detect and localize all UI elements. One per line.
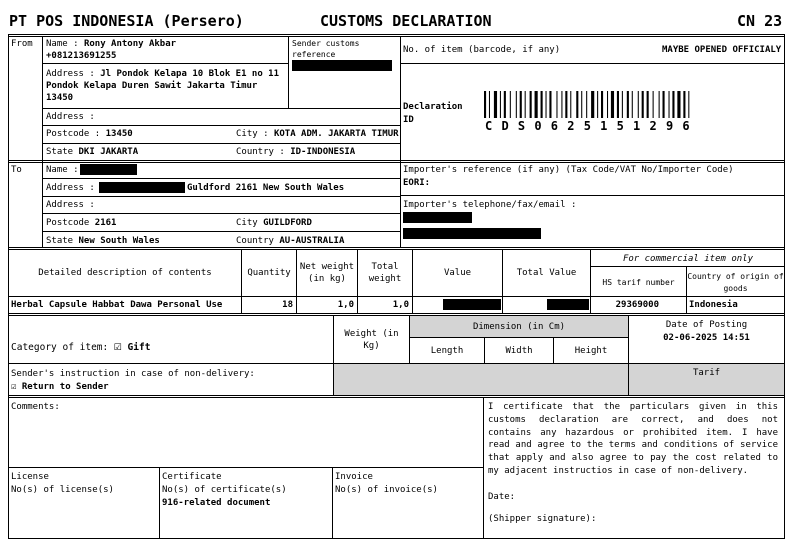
barcode-bar (581, 91, 582, 118)
importer-phone-redacted (403, 212, 472, 223)
row-total-weight[interactable]: 1,0 (392, 300, 409, 310)
item-number-label: No. of item (barcode, if any) (403, 45, 561, 55)
importer-reference-label: Importer's reference (if any) (Tax Code/VAT No/Importer Code) (403, 165, 734, 175)
barcode-bar (570, 91, 571, 118)
barcode-bar (535, 91, 538, 118)
commercial-header: For commercial item only (622, 254, 754, 264)
recipient-postcode[interactable]: 2161 (94, 218, 117, 228)
barcode-bar (611, 91, 614, 118)
sender-postcode[interactable]: 13450 (105, 129, 133, 139)
category-value: Gift (127, 342, 151, 353)
certification-text: I certificate that the particulars given in this customs declaration are correct, and does not contains any hazardous or prohibited item. I have read and agree to the terms and conditions of service that apply and also agree to pay the cost related to my adjacent instructios in case of non-delivery. (488, 402, 778, 476)
sender-phone[interactable]: +081213691255 (46, 51, 117, 61)
row-net-weight[interactable]: 1,0 (337, 300, 354, 310)
sender-address2-label: Address : (46, 112, 95, 122)
form-code: CN 23 (737, 12, 783, 30)
weight-dimension-value-area (334, 364, 628, 395)
barcode-bar (683, 91, 685, 118)
col-value: Value (443, 268, 472, 278)
col-net-weight: Net weight (in kg) (299, 262, 355, 284)
sender-postcode-row: Postcode : 13450 (46, 129, 133, 139)
recipient-address-label: Address : (46, 183, 95, 193)
license-sub: No(s) of license(s) (11, 485, 114, 495)
barcode-bar (647, 91, 649, 118)
col-hs-tarif: HS tarif number (602, 278, 675, 287)
sender-name[interactable]: Rony Antony Akbar (83, 39, 177, 49)
barcode-bar (677, 91, 680, 118)
col-description: Detailed description of contents (38, 268, 212, 278)
recipient-country-row: Country AU-AUSTRALIA (236, 236, 345, 246)
barcode-bar (561, 91, 562, 118)
barcode-bar (672, 91, 674, 118)
row-value-redacted (443, 299, 501, 310)
row-hs-tarif[interactable]: 29369000 (615, 300, 659, 310)
barcode-bar (659, 91, 660, 118)
weight-label: Weight (in Kg) (344, 329, 399, 351)
certificate-sub: No(s) of certificate(s) (162, 485, 287, 495)
non-delivery-value: Return to Sender (21, 382, 109, 392)
certificate-label: Certificate (162, 472, 222, 482)
recipient-state-row: State New South Wales (46, 236, 160, 246)
declaration-id[interactable]: C D S 0 6 2 5 1 5 1 2 9 6 (485, 119, 691, 133)
barcode-bar (565, 91, 567, 118)
recipient-country[interactable]: AU-AUSTRALIA (279, 236, 345, 246)
recipient-postcode-row: Postcode 2161 (46, 218, 117, 228)
barcode-bar (484, 91, 486, 118)
barcode (484, 91, 726, 118)
barcode-bar (632, 91, 633, 118)
recipient-address2-label: Address : (46, 200, 95, 210)
non-delivery-row (11, 381, 109, 393)
width-label: Width (505, 346, 533, 356)
barcode-bar (617, 91, 619, 118)
col-total-weight: Total weight (368, 262, 402, 284)
barcode-bar (688, 91, 689, 118)
company-name: PT POS INDONESIA (Persero) (9, 12, 244, 30)
sender-country[interactable]: ID-INDONESIA (290, 147, 356, 157)
declaration-label: Declaration (403, 102, 463, 112)
sender-state[interactable]: DKI JAKARTA (78, 147, 139, 157)
customs-ref-redacted (292, 60, 392, 71)
barcode-bar (530, 91, 532, 118)
barcode-bar (586, 91, 587, 118)
barcode-bar (504, 91, 506, 118)
row-origin[interactable]: Indonesia (689, 300, 738, 310)
invoice-sub: No(s) of invoice(s) (335, 485, 438, 495)
sender-state-row: State DKI JAKARTA (46, 147, 139, 157)
recipient-state[interactable]: New South Wales (78, 236, 160, 246)
barcode-bar (556, 91, 557, 118)
row-description[interactable]: Herbal Capsule Habbat Dawa Personal Use (11, 300, 223, 310)
barcode-bar (516, 91, 517, 118)
to-label: To (11, 165, 22, 175)
barcode-bar (627, 91, 629, 118)
barcode-bar (510, 91, 511, 118)
row-total-value-redacted (547, 299, 589, 310)
from-label: From (11, 39, 33, 49)
barcode-bar (622, 91, 623, 118)
tarif-label: Tarif (692, 368, 721, 378)
barcode-bar (601, 91, 603, 118)
shipper-signature-label: (Shipper signature): (488, 514, 597, 524)
form-title: CUSTOMS DECLARATION (320, 12, 492, 30)
posting-date-label: Date of Posting (665, 320, 748, 330)
barcode-bar (546, 91, 547, 118)
barcode-bar (500, 91, 501, 118)
posting-date[interactable]: 02-06-2025 14:51 (663, 333, 750, 343)
importer-phone-label: Importer's telephone/fax/email : (403, 200, 577, 210)
eori-label: EORI: (403, 178, 431, 188)
sender-customs-ref-label: Sender customs reference (292, 39, 360, 59)
barcode-bar (489, 91, 490, 118)
barcode-bar (638, 91, 639, 118)
recipient-name-label: Name : (46, 165, 79, 175)
barcode-bar (525, 91, 526, 118)
length-label: Length (430, 346, 464, 356)
barcode-bar (591, 91, 594, 118)
barcode-bar (642, 91, 644, 118)
barcode-bar (549, 91, 551, 118)
recipient-city[interactable]: GUILDFORD (263, 218, 312, 228)
dimension-label: Dimension (in Cm) (472, 322, 566, 332)
category-checkbox[interactable]: ☑ (113, 339, 122, 354)
col-total-value: Total Value (516, 268, 577, 278)
category-row: Category of item: ☑ Gift (11, 339, 151, 354)
barcode-bar (669, 91, 670, 118)
invoice-label: Invoice (335, 472, 373, 482)
sender-address[interactable]: Jl Pondok Kelapa 10 Blok E1 no 11 Pondok Kelapa Duren Sawit Jakarta Timur 13450 (46, 69, 280, 103)
col-origin: Country of origin of goods (687, 272, 784, 293)
barcode-bar (663, 91, 665, 118)
non-delivery-label: Sender's instruction in case of non-delivery: (11, 369, 255, 379)
sender-address-row: Address : Jl Pondok Kelapa 10 Blok E1 no 11 Pondok Kelapa Duren Sawit Jakarta Timur 13450 (46, 69, 280, 103)
license-label: License (11, 472, 49, 482)
barcode-bar (541, 91, 543, 118)
barcode-bar (520, 91, 522, 118)
importer-email-redacted (403, 228, 541, 239)
sender-name-row: Name : Rony Antony Akbar (46, 39, 177, 49)
maybe-opened-notice: MAYBE OPENED OFFICIALY (662, 45, 782, 55)
row-quantity[interactable]: 18 (282, 300, 293, 310)
non-delivery-checkbox[interactable]: ☑ (11, 382, 17, 392)
sender-city-row: City : KOTA ADM. JAKARTA TIMUR (236, 129, 399, 139)
barcode-bar (653, 91, 654, 118)
certification-date-label: Date: (488, 492, 516, 502)
barcode-bar (576, 91, 578, 118)
declaration-id-label: ID (403, 115, 414, 125)
sender-country-row: Country : ID-INDONESIA (236, 147, 356, 157)
recipient-address-redacted (99, 182, 185, 193)
col-quantity: Quantity (247, 268, 291, 278)
height-label: Height (574, 346, 608, 356)
recipient-name-redacted (80, 164, 137, 175)
sender-city[interactable]: KOTA ADM. JAKARTA TIMUR (273, 129, 399, 139)
barcode-bar (597, 91, 598, 118)
recipient-city-row: City GUILDFORD (236, 218, 312, 228)
comments-label: Comments: (11, 402, 60, 412)
recipient-address[interactable]: Guldford 2161 New South Wales (187, 183, 345, 193)
barcode-bar (607, 91, 608, 118)
certificate-value[interactable]: 916-related document (162, 498, 271, 508)
barcode-bar (494, 91, 497, 118)
